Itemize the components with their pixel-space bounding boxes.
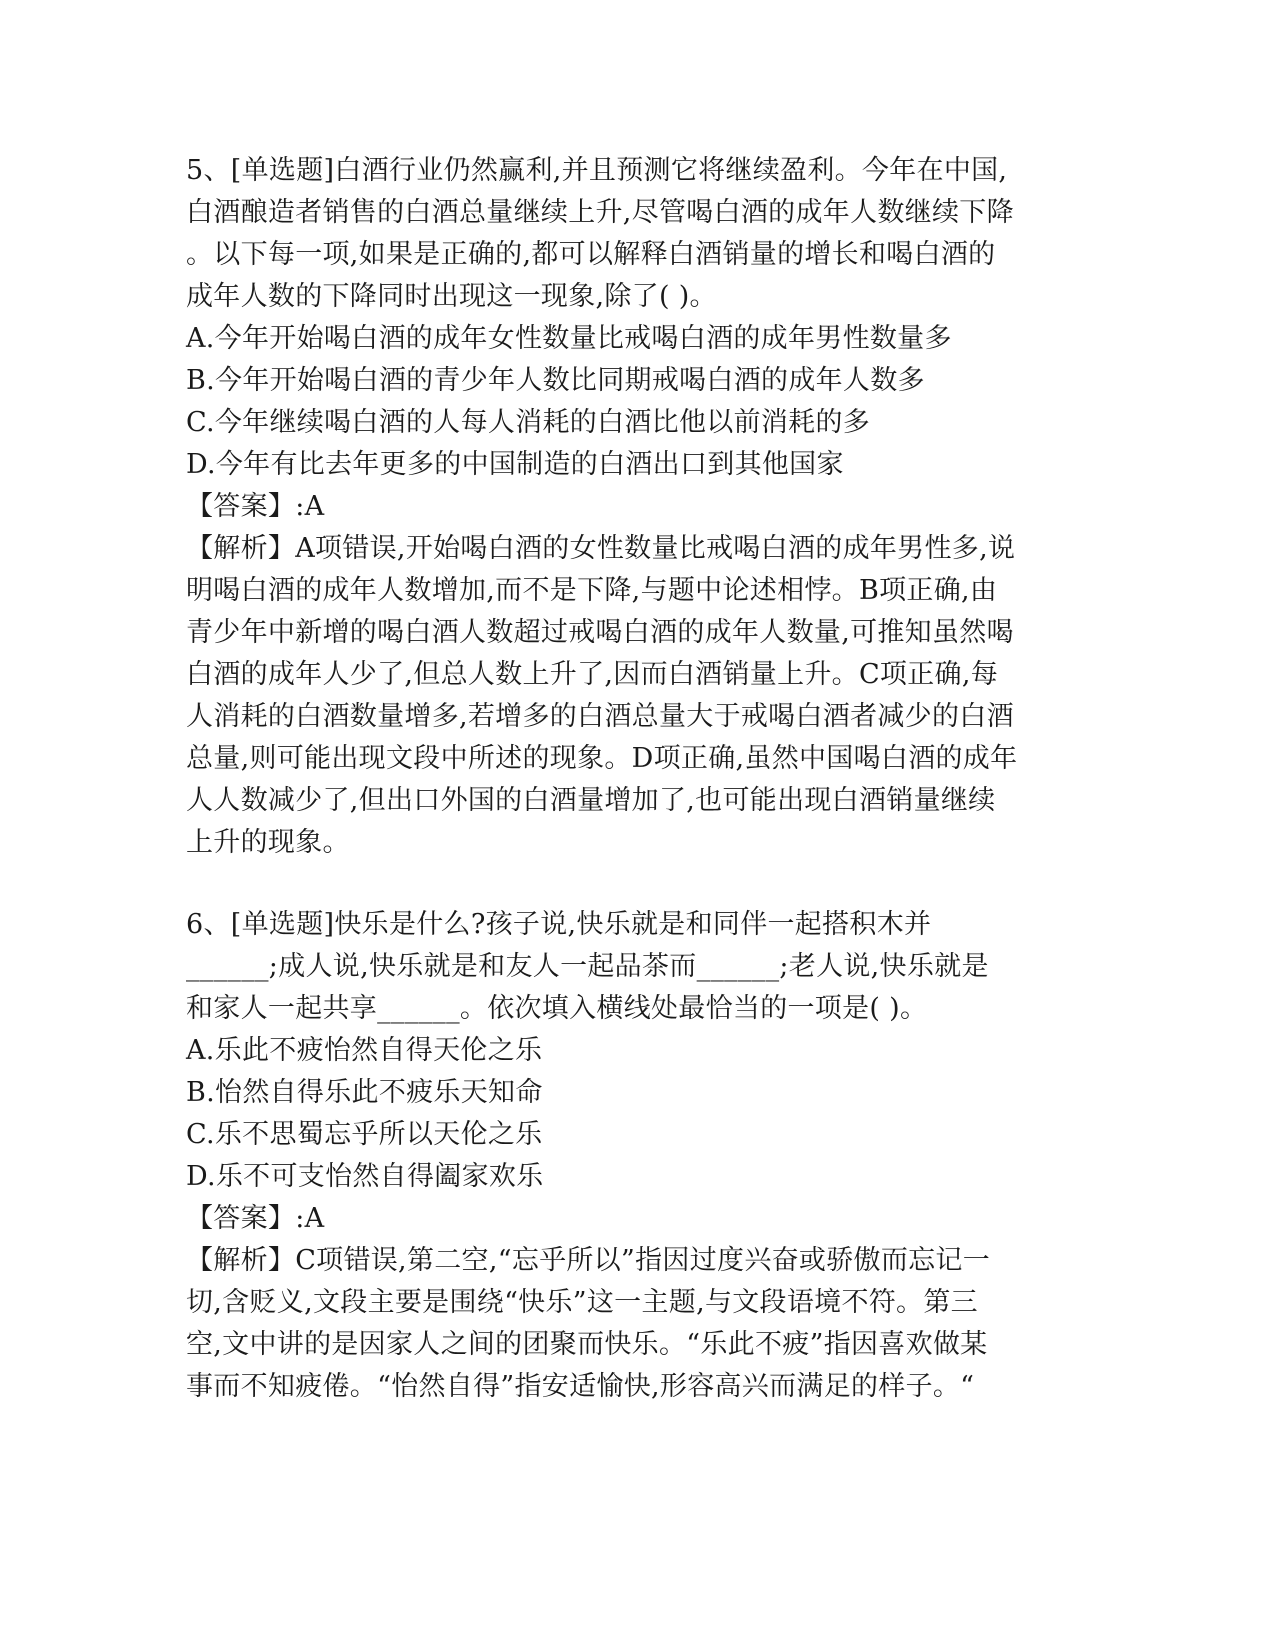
analysis [186,1240,1090,1408]
option-d: D.乐不可支怡然自得阖家欢乐 [186,1161,544,1192]
analysis-line: 人消耗的白酒数量增多,若增多的白酒总量大于戒喝白酒者减少的白酒 [186,701,1014,732]
question-stem [186,150,1090,318]
stem-line: 6、[单选题]快乐是什么?孩子说,快乐就是和同伴一起搭积木并 [186,909,932,940]
analysis-line: 空,文中讲的是因家人之间的团聚而快乐。“乐此不疲”指因喜欢做某 [186,1329,988,1360]
option-d: D.今年有比去年更多的中国制造的白酒出口到其他国家 [186,449,844,480]
analysis-line: 事而不知疲倦。“怡然自得”指安适愉快,形容高兴而满足的样子。“ [186,1371,975,1402]
analysis-line: 【解析】C项错误,第二空,“忘乎所以”指因过度兴奋或骄傲而忘记一 [186,1245,991,1276]
question-stem [186,904,1090,1030]
analysis-line: 总量,则可能出现文段中所述的现象。D项正确,虽然中国喝白酒的成年 [186,743,1018,774]
question-5 [186,150,1090,864]
option-c: C.乐不思蜀忘乎所以天伦之乐 [186,1119,543,1150]
analysis [186,528,1090,864]
analysis-line: 青少年中新增的喝白酒人数超过戒喝白酒的成年人数量,可推知虽然喝 [186,617,1014,648]
stem-line: 白酒酿造者销售的白酒总量继续上升,尽管喝白酒的成年人数继续下降 [186,197,1014,228]
question-6 [186,904,1090,1408]
stem-line: 和家人一起共享______。依次填入横线处最恰当的一项是( )。 [186,993,928,1024]
analysis-line: 切,含贬义,文段主要是围绕“快乐”这一主题,与文段语境不符。第三 [186,1287,978,1318]
option-list [186,318,1090,486]
answer: 【答案】:A [186,1203,325,1234]
analysis-line: 上升的现象。 [186,827,350,858]
option-list [186,1030,1090,1198]
stem-line: 成年人数的下降同时出现这一现象,除了( )。 [186,281,717,312]
option-b: B.怡然自得乐此不疲乐天知命 [186,1077,543,1108]
analysis-line: 【解析】A项错误,开始喝白酒的女性数量比戒喝白酒的成年男性多,说 [186,533,1016,564]
analysis-line: 白酒的成年人少了,但总人数上升了,因而白酒销量上升。C项正确,每 [186,659,999,690]
option-c: C.今年继续喝白酒的人每人消耗的白酒比他以前消耗的多 [186,407,871,438]
stem-line: 。以下每一项,如果是正确的,都可以解释白酒销量的增长和喝白酒的 [186,239,996,270]
option-a: A.今年开始喝白酒的成年女性数量比戒喝白酒的成年男性数量多 [186,323,952,354]
option-b: B.今年开始喝白酒的青少年人数比同期戒喝白酒的成年人数多 [186,365,925,396]
analysis-line: 明喝白酒的成年人数增加,而不是下降,与题中论述相悖。B项正确,由 [186,575,998,606]
answer: 【答案】:A [186,491,325,522]
stem-line: ______;成人说,快乐就是和友人一起品茶而______;老人说,快乐就是 [186,951,989,982]
stem-line: 5、[单选题]白酒行业仍然赢利,并且预测它将继续盈利。今年在中国, [186,155,1008,186]
option-a: A.乐此不疲怡然自得天伦之乐 [186,1035,543,1066]
analysis-line: 人人数减少了,但出口外国的白酒量增加了,也可能出现白酒销量继续 [186,785,996,816]
document-page [186,150,1090,1408]
